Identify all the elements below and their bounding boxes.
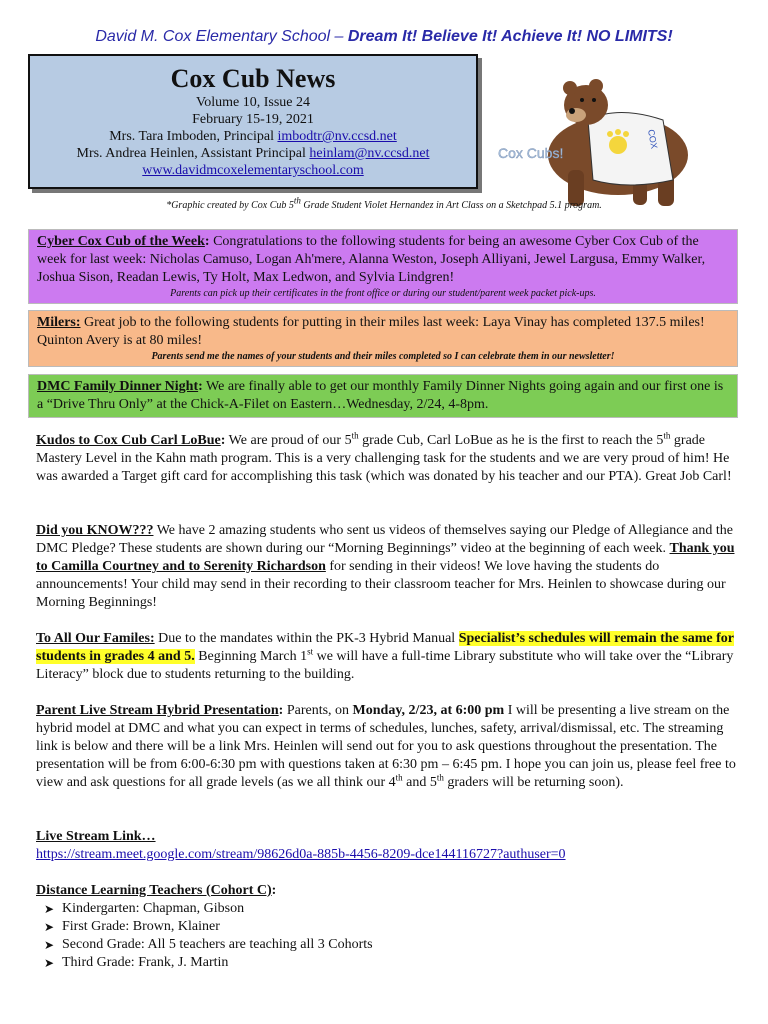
newsletter-title: Cox Cub News (170, 64, 336, 93)
did-you-know-section: Did you KNOW??? We have 2 amazing students who sent us videos of themselves saying our Pledge of Allegiance and the DMC Pledge? These students are shown during our “Morning Beginnings” video at the beginning of each week. Thank you to Camilla Courtney and to Serenity Richardson for sending in their videos! We love having the students do announcements! Your child may send in their recording to their classroom teacher for Mrs. Heinlen to showcase during our Morning Beginnings! (36, 523, 735, 610)
distance-teacher-list (36, 900, 736, 972)
school-motto: Dream It! Believe It! Achieve It! NO LIMITS! (347, 28, 673, 45)
live-stream-section: Parent Live Stream Hybrid Presentation: Parents, on Monday, 2/23, at 6:00 pm I will be presenting a live stream on the hybrid model at DMC and what you can expect in terms of schedules, lunches, safety, arrival/dismissal, etc. The streaming link is below and there will be a link Mrs. Heinlen will send out for you to ask questions throughout the presentation. The presentation will be from 6:00-6:30 pm with questions taken at 6:30 pm – 6:45 pm. I hope you can join us, please feel free to view and ask questions for all grade levels (as we all think our 4th and 5th graders will be returning soon). (36, 703, 736, 790)
bear-mascot-icon (498, 60, 698, 210)
family-dinner-heading: DMC Family Dinner Night (37, 379, 199, 394)
live-stream-url-link[interactable]: https://stream.meet.google.com/stream/98626d0a-885b-4456-8209-dce144116727?authuser=0 (36, 847, 566, 862)
list-item: ➤ Third Grade: Frank, J. Martin (36, 954, 736, 972)
milers-note: Parents send me the names of your students and their miles completed so I can celebrate them in our newsletter! (151, 351, 615, 362)
cox-cubs-badge: Cox Cubs! (498, 145, 564, 161)
cyber-cub-body: Cyber Cox Cub of the Week: Congratulations to the following students for being an awesome Cyber Cox Cub of the week for last week: Nicholas Camuso, Logan Ah'mere, Alanna Weston, Joseph Alliyani, Jewel Largusa, Emmy Walker, Joshua Sison, Readan Lewis, Ty Holt, Max Ledwon, and Sylvia Lindgren! (37, 234, 706, 285)
kudos-section: Kudos to Cox Cub Carl LoBue: We are proud of our 5th grade Cub, Carl LoBue as he is the first to reach the 5th grade Mastery Level in the Kahn math program. This is a very challenging task for the students and we are very proud of him! He was awarded a Target gift card for accomplishing this task (which was donated by his teacher and our PTA). Great Job Carl! (36, 430, 732, 484)
school-name: David M. Cox Elementary School (95, 28, 331, 45)
cyber-cub-note: Parents can pick up their certificates in the front office or during our student/parent week packet pick-ups. (170, 288, 596, 299)
presentation-datetime: Monday, 2/23, at 6:00 pm (352, 703, 505, 718)
list-item: ➤ Kindergarten: Chapman, Gibson (36, 900, 736, 918)
families-heading: To All Our Familes: (36, 631, 155, 646)
distance-learning-section: Distance Learning Teachers (Cohort C): ➤ Kindergarten: Chapman, Gibson ➤ First Grade: Brown, Klainer ➤ Second Grade: All 5 teachers are teaching all 3 Cohorts ➤ Third Grade: Frank, J. Martin (36, 882, 736, 972)
family-dinner-section: DMC Family Dinner Night: We are finally able to get our monthly Family Dinner Nights going again and our first one is a “Drive Thru Only” at the Chick-A-Filet on Eastern…Wednesday, 2/24, 4-8pm. (28, 374, 738, 418)
newsletter-masthead (28, 54, 478, 189)
graphic-credit: *Graphic created by Cox Cub 5th Grade Student Violet Hernandez in Art Class on a Sketchpad 5.1 program. (166, 195, 602, 211)
milers-body: Milers: Great job to the following students for putting in their miles last week: Laya Vinay has completed 137.5 miles! Quinton Avery is at 80 miles! (37, 315, 705, 348)
distance-learning-heading: Distance Learning Teachers (Cohort C) (36, 883, 272, 898)
issue-dates: February 15-19, 2021 (192, 112, 314, 127)
assistant-principal-line: Mrs. Andrea Heinlen, Assistant Principal heinlam@nv.ccsd.net (76, 146, 430, 161)
volume-issue: Volume 10, Issue 24 (195, 95, 311, 110)
principal-line: Mrs. Tara Imboden, Principal imbodtr@nv.ccsd.net (109, 129, 397, 144)
list-item: ➤ First Grade: Brown, Klainer (36, 918, 736, 936)
families-section: To All Our Familes: Due to the mandates within the PK-3 Hybrid Manual Specialist’s schedules will remain the same for students in grades 4 and 5. Beginning March 1st we will have a full-time Library substitute who will take over the “Library Literacy” block due to students returning to the building. (36, 631, 734, 682)
milers-section (28, 310, 738, 367)
thank-you-students: Thank you to Camilla Courtney and to Serenity Richardson (36, 541, 735, 574)
bear-shirt-label: COX (646, 128, 660, 150)
kudos-heading: Kudos to Cox Cub Carl LoBue (36, 433, 221, 448)
live-stream-link-heading: Live Stream Link… (36, 829, 156, 844)
principal-email-link[interactable]: imbodtr@nv.ccsd.net (277, 129, 397, 144)
school-tagline: David M. Cox Elementary School – Dream It! Believe It! Achieve It! NO LIMITS! (95, 28, 673, 45)
live-stream-link-section (36, 828, 736, 864)
did-you-know-heading: Did you KNOW??? (36, 523, 154, 538)
cyber-cub-heading: Cyber Cox Cub of the Week (37, 234, 205, 249)
cyber-cub-section (28, 229, 738, 304)
assistant-email-link[interactable]: heinlam@nv.ccsd.net (309, 146, 430, 161)
school-website-link[interactable]: www.davidmcoxelementaryschool.com (142, 163, 364, 178)
milers-heading: Milers: (37, 315, 81, 330)
live-stream-heading: Parent Live Stream Hybrid Presentation (36, 703, 279, 718)
website-line (30, 162, 476, 179)
specialist-schedule-highlight: Specialist’s schedules will remain the same for students in grades 4 and 5. (36, 631, 734, 664)
list-item: ➤ Second Grade: All 5 teachers are teaching all 3 Cohorts (36, 936, 736, 954)
